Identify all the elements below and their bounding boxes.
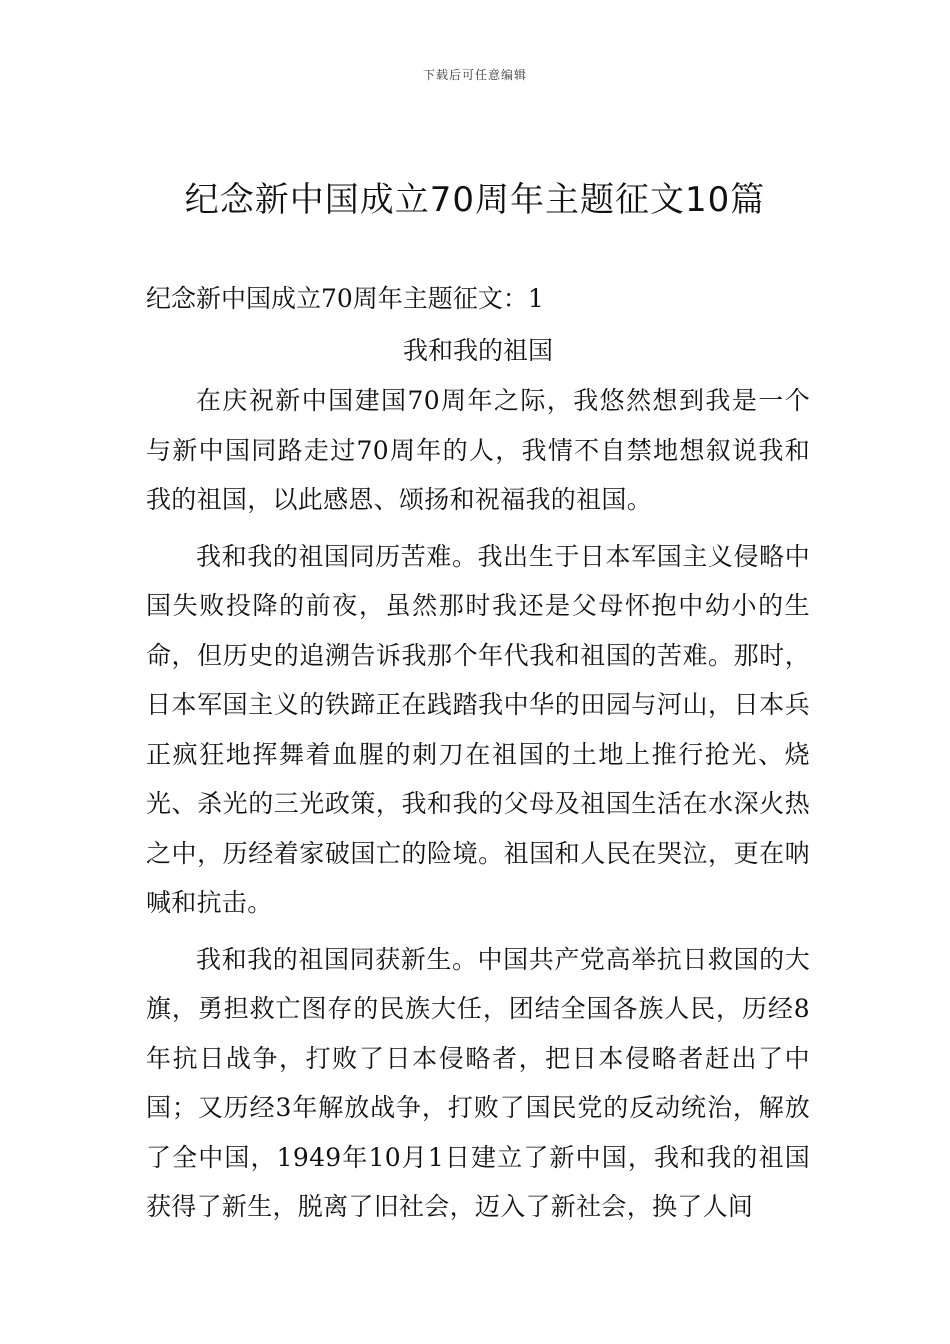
header-note: 下载后可任意编辑 — [422, 68, 527, 82]
document-title: 纪念新中国成立70周年主题征文10篇 — [184, 180, 766, 220]
paragraph: 我和我的祖国同历苦难。我出生于日本军国主义侵略中国失败投降的前夜，虽然那时我还是父母怀抱中幼小的生命，但历史的追溯告诉我那个年代我和祖国的苦难。那时，日本军国主义的铁蹄正在践踏我中华的田园与河山，日本兵正疯狂地挥舞着血腥的刺刀在祖国的土地上推行抢光、烧光、杀光的三光政策，我和我的父母及祖国生活在水深火热之中，历经着家破国亡的险境。祖国和人民在哭泣，更在呐喊和抗击。 — [146, 541, 810, 917]
paragraph: 我和我的祖国同获新生。中国共产党高举抗日救国的大旗，勇担救亡图存的民族大任，团结全国各族人民，历经8年抗日战争，打败了日本侵略者，把日本侵略者赶出了中国；又历经3年解放战争，打败了国民党的反动统治，解放了全中国，1949年10月1日建立了新中国，我和我的祖国获得了新生，脱离了旧社会，迈入了新社会，换了人间 — [146, 944, 810, 1221]
paragraph: 在庆祝新中国建国70周年之际，我悠然想到我是一个与新中国同路走过70周年的人，我情不自禁地想叙说我和我的祖国，以此感恩、颂扬和祝福我的祖国。 — [146, 386, 810, 514]
essay-title: 我和我的祖国 — [402, 336, 553, 365]
section-label: 纪念新中国成立70周年主题征文：1 — [146, 284, 544, 313]
document-body — [146, 280, 810, 1232]
